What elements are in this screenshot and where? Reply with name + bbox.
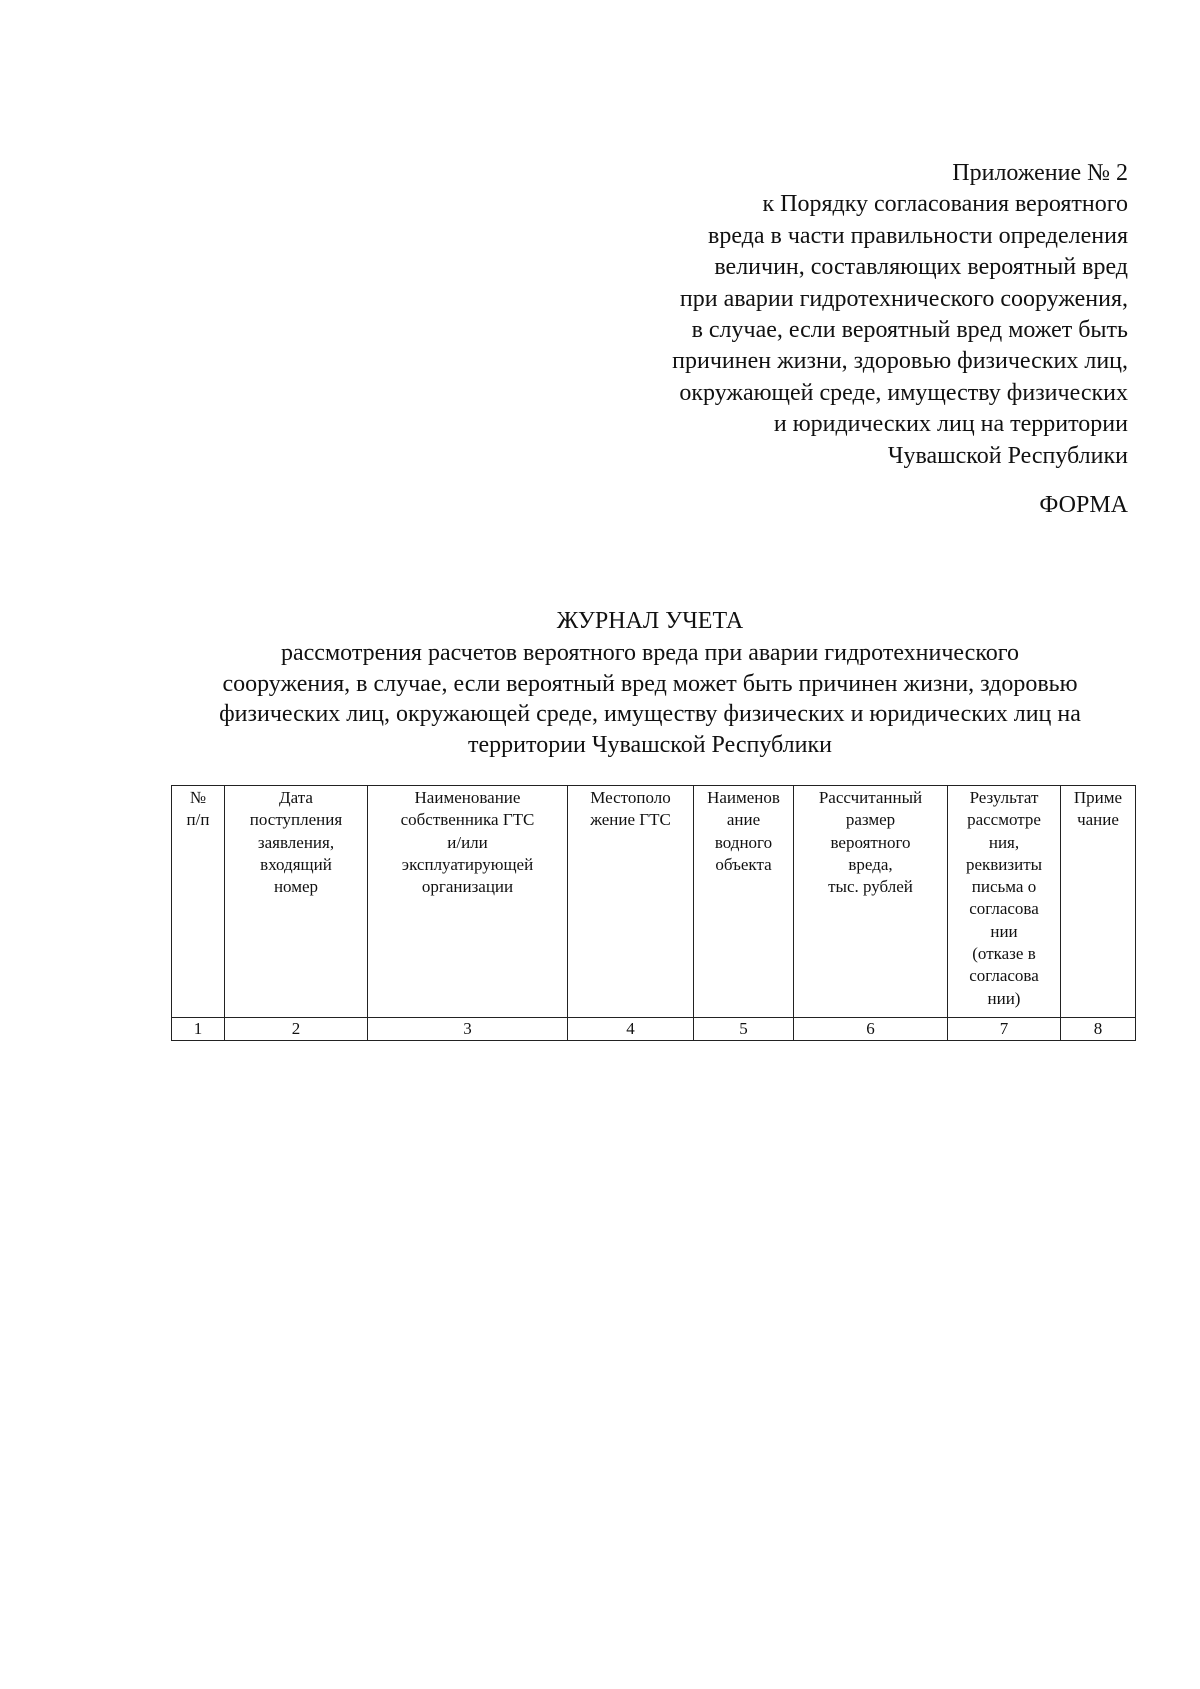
appendix-line: окружающей среде, имуществу физических — [679, 379, 1128, 406]
appendix-line: и юридических лиц на территории — [773, 411, 1128, 438]
column-number-cell: 1 — [172, 1018, 225, 1041]
appendix-line: при аварии гидротехнического сооружения, — [679, 285, 1128, 312]
appendix-line: Приложение № 2 — [952, 160, 1128, 186]
column-header-result — [948, 786, 1061, 1018]
appendix-line: величин, составляющих вероятный вред — [714, 254, 1128, 281]
header-line: № — [189, 788, 207, 807]
journal-table — [171, 785, 1136, 1041]
header-line: Рассчитанный — [818, 788, 923, 807]
header-line: Приме — [1073, 788, 1123, 807]
header-line: эксплуатирующей — [401, 854, 534, 874]
header-line: и/или — [447, 832, 488, 852]
journal-subtitle — [170, 638, 1130, 760]
header-line: согласова — [969, 966, 1039, 986]
header-line: письма о — [971, 877, 1037, 897]
header-line: поступления — [249, 810, 343, 830]
header-line: организации — [421, 877, 514, 897]
header-line: нии — [990, 921, 1018, 941]
column-number-cell: 6 — [794, 1018, 948, 1041]
header-line: Результат — [969, 788, 1039, 807]
header-line: (отказе в — [972, 944, 1036, 964]
column-header-owner — [368, 786, 568, 1018]
journal-subtitle-line: сооружения, в случае, если вероятный вред может быть причинен жизни, здоровью — [222, 670, 1078, 697]
header-line: тыс. рублей — [828, 877, 913, 897]
journal-subtitle-line: физических лиц, окружающей среде, имуществу физических и юридических лиц на — [219, 701, 1081, 728]
table-row — [172, 1018, 1136, 1041]
appendix-block — [568, 158, 1128, 472]
form-label: ФОРМА — [1039, 492, 1128, 518]
header-line: вреда, — [848, 854, 893, 874]
header-line: номер — [273, 877, 319, 897]
header-line: собственника ГТС — [400, 810, 535, 830]
appendix-line: причинен жизни, здоровью физических лиц, — [672, 348, 1128, 375]
column-number-cell: 3 — [368, 1018, 568, 1041]
column-header-location — [568, 786, 694, 1018]
journal-title: ЖУРНАЛ УЧЕТА — [556, 608, 744, 634]
journal-subtitle-line: рассмотрения расчетов вероятного вреда при аварии гидротехнического — [280, 640, 1020, 666]
header-line: рассмотре — [967, 810, 1041, 830]
journal-subtitle-line: территории Чувашской Республики — [468, 731, 832, 758]
header-line: Наименование — [414, 788, 521, 807]
column-number-cell: 4 — [568, 1018, 694, 1041]
column-number-cell: 2 — [225, 1018, 368, 1041]
column-number-cell: 5 — [694, 1018, 794, 1041]
column-header-damage-amount — [794, 786, 948, 1018]
column-header-note — [1061, 786, 1136, 1018]
header-line: водного — [714, 832, 773, 852]
header-line: Дата — [279, 788, 313, 807]
column-header-number — [172, 786, 225, 1018]
appendix-line: в случае, если вероятный вред может быть — [691, 317, 1128, 344]
column-number-cell: 8 — [1061, 1018, 1136, 1041]
header-line: объекта — [715, 854, 772, 874]
header-line: заявления, — [257, 832, 335, 852]
column-header-date — [225, 786, 368, 1018]
appendix-line: Чувашской Республики — [887, 442, 1128, 469]
appendix-line: вреда в части правильности определения — [708, 222, 1128, 249]
header-line: размер — [845, 810, 896, 830]
header-line: п/п — [186, 810, 210, 830]
column-number-cell: 7 — [948, 1018, 1061, 1041]
header-line: чание — [1077, 810, 1119, 830]
header-line: Наименов — [707, 788, 780, 807]
header-line: ния, — [988, 832, 1020, 852]
table-header-row — [172, 786, 1136, 1018]
header-line: входящий — [260, 854, 332, 874]
header-line: Местополо — [590, 788, 671, 807]
column-header-water-body — [694, 786, 794, 1018]
header-line: реквизиты — [965, 854, 1043, 874]
header-line: согласова — [969, 899, 1039, 919]
header-line: ание — [726, 810, 761, 830]
header-line: жение ГТС — [590, 810, 671, 830]
header-line: нии) — [987, 988, 1021, 1008]
appendix-line: к Порядку согласования вероятного — [762, 191, 1128, 218]
header-line: вероятного — [830, 832, 911, 852]
